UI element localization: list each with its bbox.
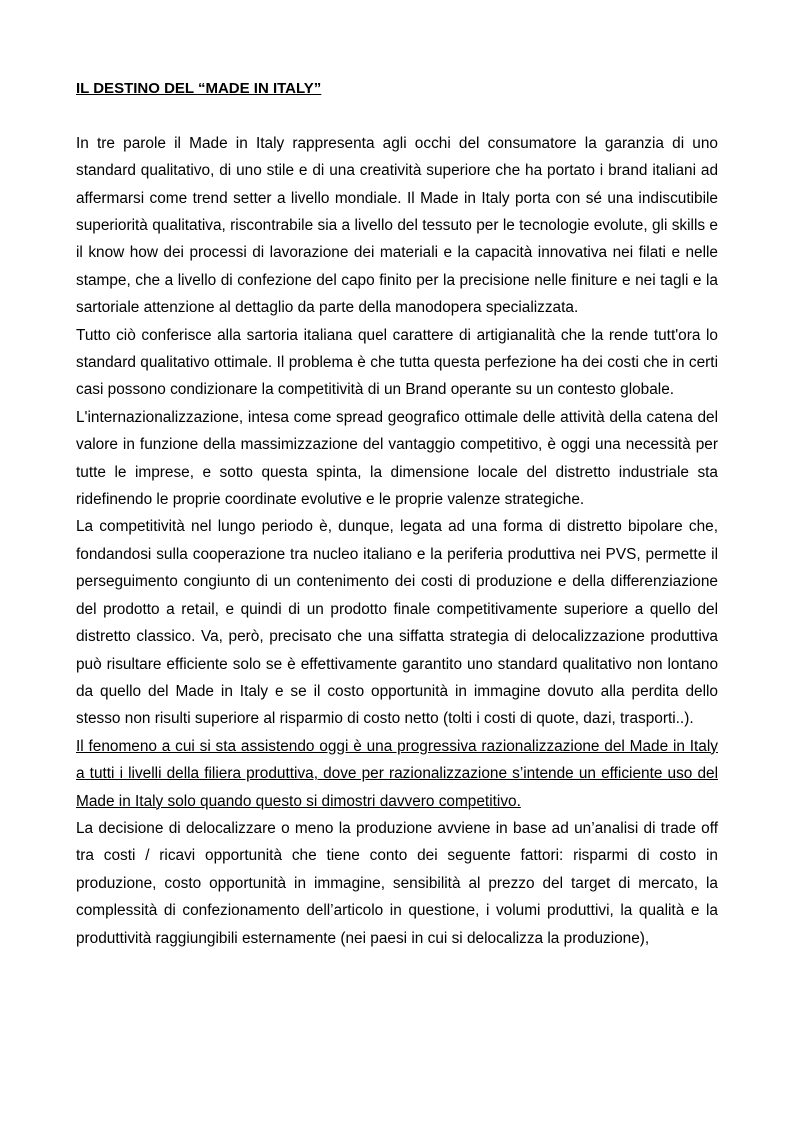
document-body: [76, 75, 718, 952]
paragraph-sartoria-costs: Tutto ciò conferisce alla sartoria italiana quel carattere di artigianalità che la rende tutt'ora lo standard qualitativo ottimale. Il problema è che tutta questa perfezione ha dei costi che in certi casi possono condizionare la competitività di un Brand operante su un contesto globale.: [76, 326, 718, 399]
paragraph-rationalization-underlined: Il fenomeno a cui si sta assistendo oggi è una progressiva razionalizzazione del Made in Italy a tutti i livelli della filiera produttiva, dove per razionalizzazione s’intende un efficiente uso del Made in Italy solo quando questo si dimostri davvero competitivo.: [76, 737, 718, 810]
paragraph-internationalization: L'internazionalizzazione, intesa come spread geografico ottimale delle attività della catena del valore in funzione della massimizzazione del vantaggio competitivo, è oggi una necessità per tutte le imprese, e sotto questa spinta, la dimensione locale del distretto industriale sta ridefinendo le proprie coordinate evolutive e le proprie valenze strategiche.: [76, 408, 718, 509]
paragraph-bipolar-district: La competitività nel lungo periodo è, dunque, legata ad una forma di distretto bipolare che, fondandosi sulla cooperazione tra nucleo italiano e la periferia produttiva nei PVS, permette il perseguimento congiunto di un contenimento dei costi di produzione e della differenziazione del prodotto a retail, e quindi di un prodotto finale competitivamente superiore a quello del distretto classico. Va, però, precisato che una siffatta strategia di delocalizzazione produttiva può risultare efficiente solo se è effettivamente garantito uno standard qualitativo non lontano da quello del Made in Italy e se il costo opportunità in immagine dovuto alla perdita dello stesso non risulti superiore al risparmio di costo netto (tolti i costi di quote, dazi, trasporti..).: [76, 518, 718, 728]
paragraph-made-in-italy-quality: In tre parole il Made in Italy rappresenta agli occhi del consumatore la garanzia di uno standard qualitativo, di uno stile e di una creatività superiore che ha portato i brand italiani ad affermarsi come trend setter a livello mondiale. Il Made in Italy porta con sé una indiscutibile superiorità qualitativa, riscontrabile sia a livello del tessuto per le tecnologie evolute, gli skills e il know how dei processi di lavorazione dei materiali e la capacità innovativa nei filati e nelle stampe, che a livello di confezione del capo finito per la precisione nelle finiture e nei tagli e la sartoriale attenzione al dettaglio da parte della manodopera specializzata.: [76, 134, 718, 317]
paragraph-delocalization-decision: La decisione di delocalizzare o meno la produzione avviene in base ad un’analisi di trade off tra costi / ricavi opportunità che tiene conto dei seguente fattori: risparmi di costo in produzione, costo opportunità in immagine, sensibilità al prezzo del target di mercato, la complessità di confezionamento dell’articolo in questione, i volumi produttivi, la qualità e la produttività raggiungibili esternamente (nei paesi in cui si delocalizza la produzione),: [76, 819, 718, 947]
document-title: IL DESTINO DEL “MADE IN ITALY”: [76, 80, 322, 97]
